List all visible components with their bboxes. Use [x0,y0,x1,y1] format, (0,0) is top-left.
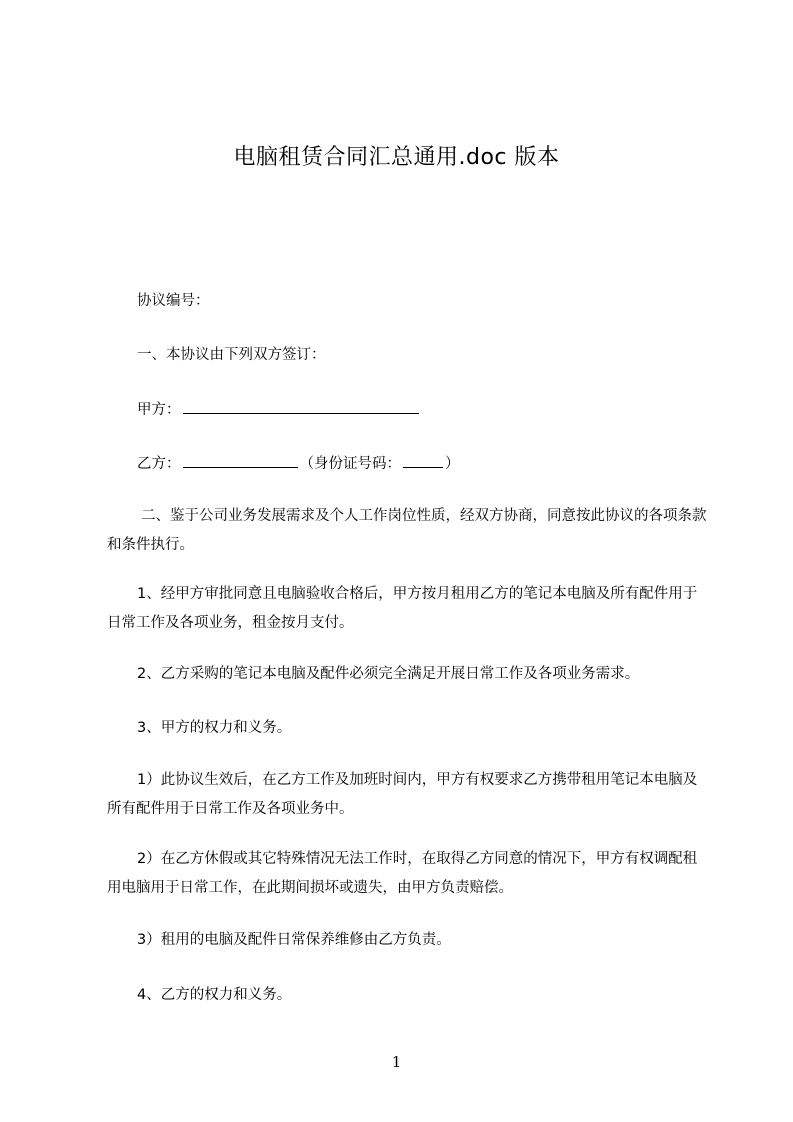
item-4-line [107,981,707,1010]
item-3-2-text: 2）在乙方休假或其它特殊情况无法工作时，在取得乙方同意的情况下，甲方有权调配租用电脑用于日常工作，在此期间损坏或遗失，由甲方负责赔偿。 [107,851,698,896]
party-a-line [107,396,707,425]
item-2-line [107,660,707,689]
agreement-number-line [107,287,707,316]
page-number: 1 [391,1053,402,1071]
item-3-text: 3、甲方的权力和义务。 [137,720,292,736]
item-2-text: 2、乙方采购的笔记本电脑及配件必须完全满足开展日常工作及各项业务需求。 [137,666,640,682]
item-3-2-paragraph [107,845,707,903]
item-3-1-paragraph [107,766,707,824]
item-3-3-line [107,926,707,955]
document-title: 电脑租赁合同汇总通用.doc 版本 [233,145,560,170]
item-1-text: 1、经甲方审批同意且电脑验收合格后，甲方按月租用乙方的笔记本电脑及所有配件用于日常工作及各项业务，租金按月支付。 [107,586,698,631]
section-2-paragraph [107,502,707,560]
item-3-line [107,714,707,743]
id-number-blank [403,453,443,468]
party-b-line [107,450,707,479]
party-a-blank [183,399,419,414]
section-1-heading [107,341,707,370]
item-4-text: 4、乙方的权力和义务。 [137,987,292,1003]
section-1-text: 一、本协议由下列双方签订： [137,347,326,363]
section-2-text: 二、鉴于公司业务发展需求及个人工作岗位性质，经双方协商，同意按此协议的各项条款和条件执行。 [107,508,707,553]
item-1-paragraph [107,580,707,638]
item-3-3-text: 3）租用的电脑及配件日常保养维修由乙方负责。 [137,932,451,948]
party-b-label: 乙方： [137,456,181,472]
id-prefix: （身份证号码： [299,456,401,472]
id-suffix: ） [445,456,460,472]
agreement-number-label: 协议编号： [137,293,210,309]
party-b-blank [183,453,298,468]
item-3-1-text: 1）此协议生效后，在乙方工作及加班时间内，甲方有权要求乙方携带租用笔记本电脑及所有配件用于日常工作及各项业务中。 [107,772,698,817]
party-a-label: 甲方： [137,402,181,418]
